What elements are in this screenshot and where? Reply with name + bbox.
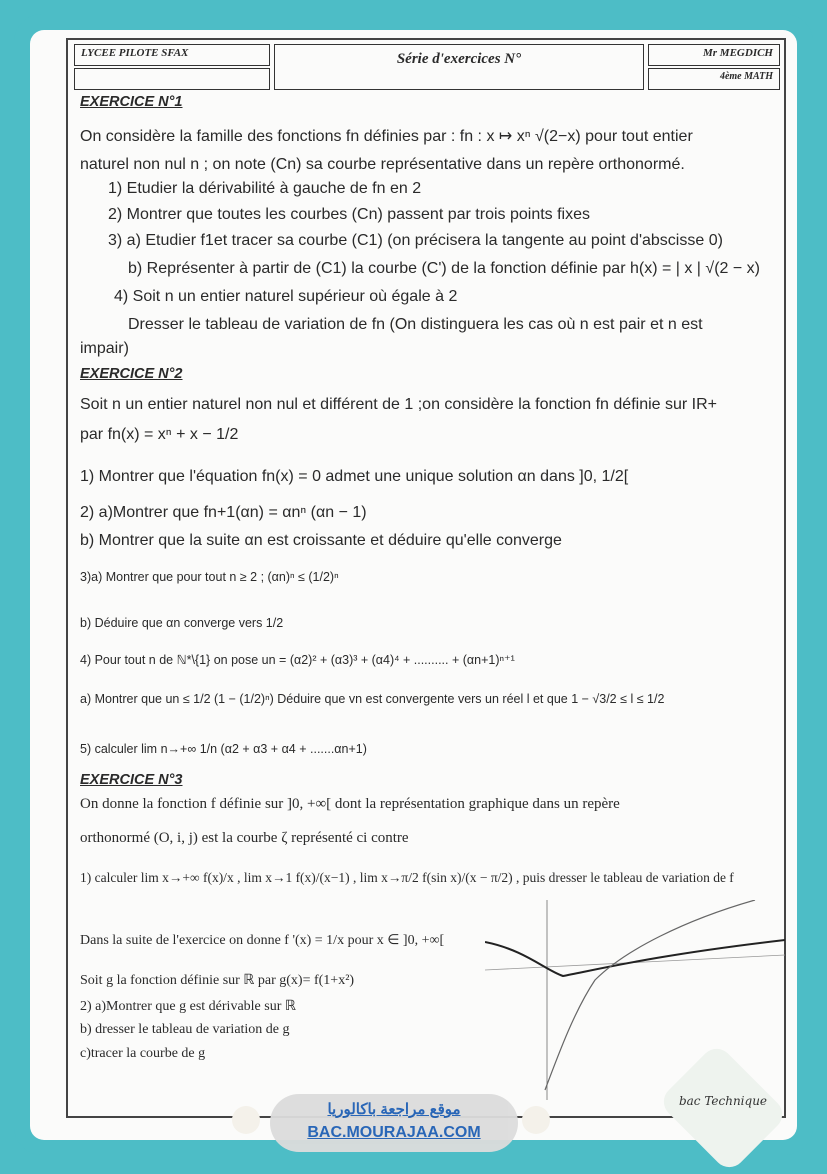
exercise3-intro-2: orthonormé (O, i, j) est la courbe ζ représenté ci contre xyxy=(80,830,409,846)
left-logo-icon xyxy=(232,1106,260,1134)
exercise2-q2b: b) Montrer que la suite αn est croissante et déduire qu'elle converge xyxy=(80,532,562,549)
exercise1-q3a: 3) a) Etudier f1et tracer sa courbe (C1) (on précisera la tangente au point d'abscisse 0) xyxy=(108,232,723,249)
exercise3-q2b: b) dresser le tableau de variation de g xyxy=(80,1022,290,1037)
exercise2-intro-1: Soit n un entier naturel non nul et différent de 1 ;on considère la fonction fn définie sur IR+ xyxy=(80,396,718,413)
class-level: 4ème MATH xyxy=(648,68,780,90)
exercise2-q4a: a) Montrer que un ≤ 1/2 (1 − (1/2)ⁿ) Déduire que vn est convergente vers un réel l et que 1 − √3/2 ≤ l ≤ 1/2 xyxy=(80,692,665,706)
exercise1-title: EXERCICE N°1 xyxy=(80,94,183,110)
watermark-banner[interactable] xyxy=(270,1094,518,1152)
teacher-name: Mr MEGDICH xyxy=(648,44,780,66)
exercise3-q2a: 2) a)Montrer que g est dérivable sur ℝ xyxy=(80,999,296,1014)
school-name: LYCEE PILOTE SFAX xyxy=(74,44,270,66)
watermark-arabic-text[interactable]: موقع مراجعة باكالوريا xyxy=(327,1101,461,1118)
exercise2-q3a: 3)a) Montrer que pour tout n ≥ 2 ; (αn)ⁿ ≤ (1/2)ⁿ xyxy=(80,570,339,584)
exercise2-q5: 5) calculer lim n→+∞ 1/n (α2 + α3 + α4 + .......αn+1) xyxy=(80,742,367,756)
series-title: Série d'exercices N° xyxy=(274,44,644,90)
exercise2-q3b: b) Déduire que αn converge vers 1/2 xyxy=(80,616,284,630)
exam-paper xyxy=(30,30,797,1140)
bac-technique-label: bac Technique xyxy=(678,1094,768,1108)
exercise1-q3b: b) Représenter à partir de (C1) la courbe (C') de la fonction définie par h(x) = | x | √(2 − x) xyxy=(128,260,760,277)
curve-zeta xyxy=(485,940,785,976)
exercise1-q4c: impair) xyxy=(80,340,129,357)
watermark-url[interactable]: BAC.MOURAJAA.COM xyxy=(307,1124,481,1141)
exercise2-intro-2: par fn(x) = xⁿ + x − 1/2 xyxy=(80,426,239,443)
exercise3-given: Dans la suite de l'exercice on donne f '(x) = 1/x pour x ∈ ]0, +∞[ xyxy=(80,933,445,948)
exercise1-intro-1: On considère la famille des fonctions fn définies par : fn : x ↦ xⁿ √(2−x) pour tout entier xyxy=(80,128,693,145)
school-box-empty xyxy=(74,68,270,90)
exercise3-g-definition: Soit g la fonction définie sur ℝ par g(x)= f(1+x²) xyxy=(80,973,355,988)
right-logo-icon xyxy=(522,1106,550,1134)
exercise2-q4: 4) Pour tout n de ℕ*\{1} on pose un = (α2)² + (α3)³ + (α4)⁴ + .......... + (αn+1)ⁿ⁺¹ xyxy=(80,653,515,667)
exam-header xyxy=(74,44,780,92)
exercise1-q2: 2) Montrer que toutes les courbes (Cn) passent par trois points fixes xyxy=(108,206,590,223)
exercise1-q4: 4) Soit n un entier naturel supérieur où égale à 2 xyxy=(114,288,458,305)
exercise2-q1: 1) Montrer que l'équation fn(x) = 0 admet une unique solution αn dans ]0, 1/2[ xyxy=(80,468,629,485)
exercise3-q2c: c)tracer la courbe de g xyxy=(80,1046,206,1061)
exercise1-q1: 1) Etudier la dérivabilité à gauche de fn en 2 xyxy=(108,180,422,197)
exercise3-q1: 1) calculer lim x→+∞ f(x)/x , lim x→1 f(x)/(x−1) , lim x→π/2 f(sin x)/(x − π/2) , puis dresser le tableau de variation de f xyxy=(80,870,734,885)
exercise2-q2a: 2) a)Montrer que fn+1(αn) = αnⁿ (αn − 1) xyxy=(80,504,367,521)
exercise2-title: EXERCICE N°2 xyxy=(80,366,183,382)
exercise1-intro-2: naturel non nul n ; on note (Cn) sa courbe représentative dans un repère orthonormé. xyxy=(80,156,685,173)
exercise3-title: EXERCICE N°3 xyxy=(80,772,183,788)
exercise3-intro-1: On donne la fonction f définie sur ]0, +∞[ dont la représentation graphique dans un repère xyxy=(80,796,620,812)
exercise1-q4b: Dresser le tableau de variation de fn (On distinguera les cas où n est pair et n est xyxy=(128,316,703,333)
